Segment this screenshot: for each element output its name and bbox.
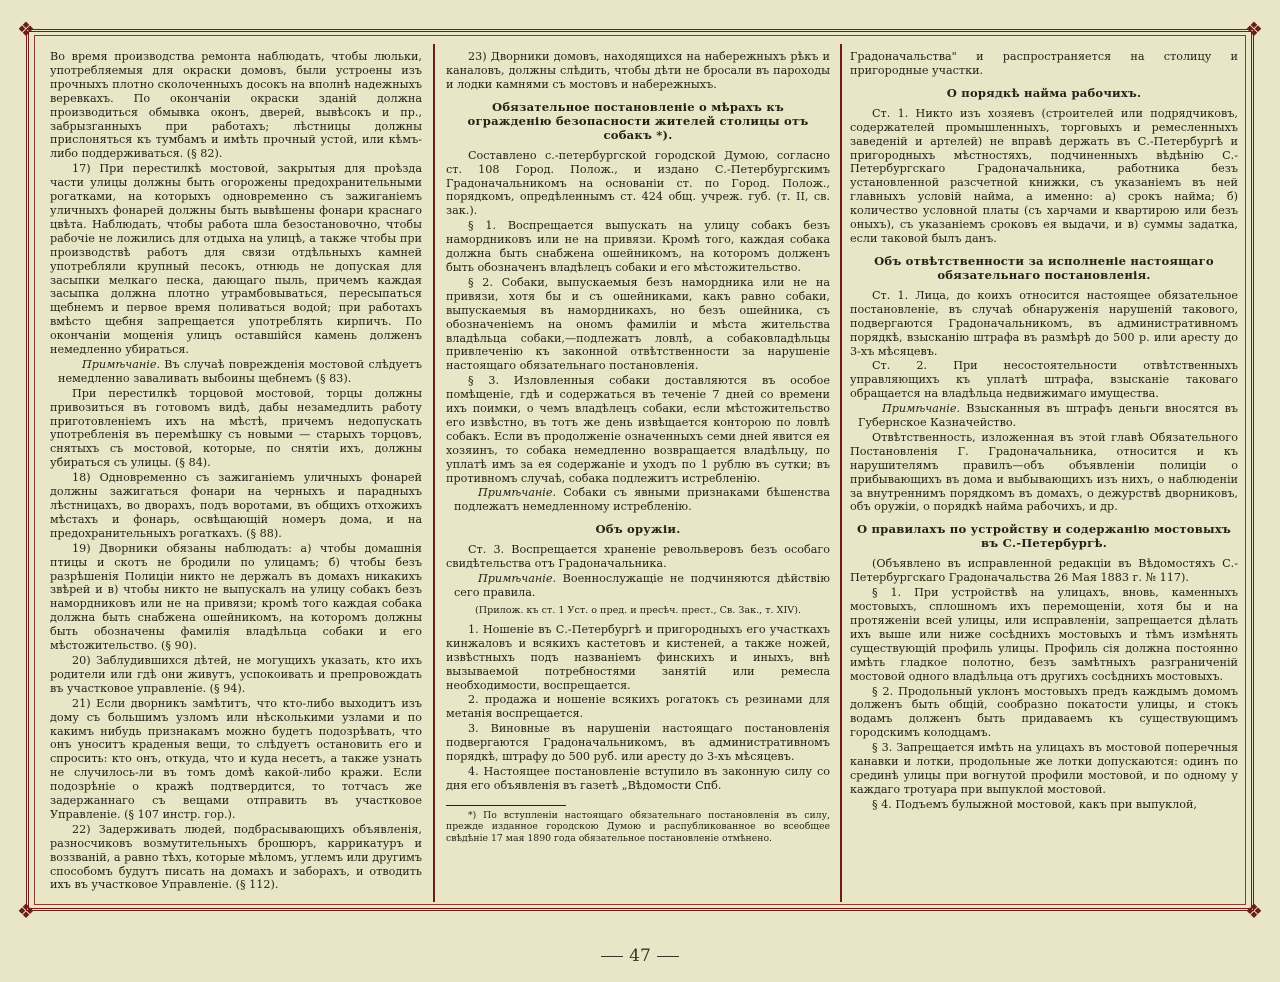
footnote-rule bbox=[446, 805, 566, 806]
text-column-left bbox=[50, 50, 422, 902]
note-text: Въ случаѣ поврежденія мостовой слѣдуетъ немедленно заваливать выбоины щебнемъ (§ 83). bbox=[58, 357, 422, 385]
note-paragraph bbox=[50, 358, 422, 386]
paragraph: 2. продажа и ношеніе всякихъ рогатокъ съ резинами для метанія воспрещается. bbox=[446, 693, 830, 721]
paragraph: Ст. 1. Никто изъ хозяевъ (строителей или подрядчиковъ, содержателей промышленныхъ, торговыхъ и ремесленныхъ заведеній и артелей) не вправѣ держать въ С.-Петербургѣ и пригородныхъ мѣстностяхъ, подчиненныхъ вѣдѣнію С.-Петербургскаго Градоначальника, работника безъ установленной разсчетной книжки, съ указаніемъ въ ней главныхъ условій найма, а именно: а) срокъ найма; б) количество условной платы (съ харчами и квартирою или безъ оныхъ), съ указаніемъ сроковъ ея выдачи, и в) суммы задатка, если таковой былъ данъ. bbox=[850, 106, 1238, 245]
note-paragraph bbox=[850, 402, 1238, 430]
paragraph: 1. Ношеніе въ С.-Петербургѣ и пригородныхъ его участкахъ кинжаловъ и всякихъ кастетовъ и кистеней, а также ножей, извѣстныхъ подъ названіемъ финскихъ и иныхъ, внѣ вызываемой потребностями занятій или ремесла необходимости, воспрещается. bbox=[446, 622, 830, 692]
paragraph: 22) Задерживать людей, подбрасывающихъ объявленія, разносчиковъ возмутительныхъ брошюръ, каррикатуръ и воззваній, а равно тѣхъ, которые мѣломъ, углемъ или другимъ способомъ будутъ писать на домахъ и заборахъ, и отводить ихъ въ участковое Управленіе. (§ 112). bbox=[50, 822, 422, 892]
paragraph: Во время производства ремонта наблюдать, чтобы люльки, употребляемыя для окраски домовъ, были устроены изъ прочныхъ плотно сколоченныхъ досокъ на вполнѣ надежныхъ веревкахъ. По окончаніи окраски зданій должна производиться обмывка оконъ, дверей, вывѣсокъ и пр., забрызганныхъ при работахъ; лѣстницы должны прислоняться къ тумбамъ и имѣть прочный устой, или кѣмъ-либо поддерживаться. (§ 82). bbox=[50, 50, 422, 161]
section-heading: Объ оружіи. bbox=[595, 522, 681, 537]
note-paragraph bbox=[446, 572, 830, 600]
paragraph: Отвѣтственность, изложенная въ этой главѣ Обязательного Постановленія Г. Градоначальника, относится и къ нарушителямъ правилъ—объ объявленіи полиціи о прибывающихъ въ дома и выбывающихъ изъ нихъ, о наблюденіи за внутреннимъ порядкомъ въ домахъ, о дежурствѣ дворниковъ, объ оружіи, о порядкѣ найма рабочихъ, и др. bbox=[850, 430, 1238, 514]
paragraph: § 1. Воспрещается выпускать на улицу собакъ безъ намордниковъ или не на привязи. Кромѣ того, каждая собака должна быть снабжена ошейникомъ, на которомъ долженъ быть обозначенъ владѣлецъ собаки и его мѣстожительство. bbox=[446, 219, 830, 274]
note-text: Военнослужащіе не подчиняются дѣйствію сего правила. bbox=[454, 572, 830, 599]
column-divider bbox=[840, 44, 842, 902]
text-column-right bbox=[850, 50, 1238, 902]
section-heading: Обязательное постановленіе о мѣрахъ къ огражденію безопасности жителей столицы отъ собакъ *). bbox=[467, 99, 809, 142]
note-label: Примѣчаніе. bbox=[82, 357, 161, 371]
paragraph: § 2. Продольный уклонъ мостовыхъ предъ каждымъ домомъ долженъ быть общій, сообразно покатости улицы, и стокъ водамъ долженъ быть придаваемъ къ существующимъ городскимъ колодцамъ. bbox=[850, 684, 1238, 740]
corner-ornament-icon: ❖ bbox=[1245, 899, 1263, 923]
paragraph: 19) Дворники обязаны наблюдать: а) чтобы домашнія птицы и скотъ не бродили по улицамъ; б) чтобы безъ разрѣшенія Полиціи никто не держалъ въ домахъ никакихъ звѣрей и в) чтобы никто не выпускалъ на улицу собакъ безъ намордниковъ или не на привязи; кромѣ того каждая собака должна быть снабжена ошейникомъ, на которомъ должны быть обозначены фамилія владѣльца собаки и его мѣстожительство. (§ 90). bbox=[50, 541, 422, 653]
paragraph: Градоначальства" и распространяется на столицу и пригородные участки. bbox=[850, 50, 1238, 77]
corner-ornament-icon: ❖ bbox=[17, 899, 35, 923]
paragraph: 20) Заблудившихся дѣтей, не могущихъ указать, кто ихъ родители или гдѣ они живутъ, успокоивать и препровождать въ участковое управленіе. (§ 94). bbox=[50, 653, 422, 695]
paragraph: 4. Настоящее постановленіе вступило въ законную силу со дня его объявленія въ газетѣ „Вѣдомости Спб. bbox=[446, 764, 830, 792]
paragraph: Ст. 2. При несостоятельности отвѣтственныхъ управляющихъ къ уплатѣ штрафа, взысканіе таковаго обращается на владѣльца недвижимаго имущества. bbox=[850, 359, 1238, 401]
note-label: Примѣчаніе. bbox=[478, 572, 557, 586]
page-number-text: 47 bbox=[629, 946, 651, 966]
paragraph: 21) Если дворникъ замѣтитъ, что кто-либо выходитъ изъ дому съ большимъ узломъ или нѣсколькими узлами и по какимъ нибудь признакамъ можно будетъ подозрѣвать, что онъ уноситъ краденыя вещи, то слѣдуетъ остановить его и спросить: кто онъ, откуда, что и куда несетъ, а также узнать не случилось-ли въ томъ домѣ какой-либо кражи. Если подозрѣніе о кражѣ подтвердится, то тотчасъ же задержаннаго съ вещами отправить въ участковое Управленіе. (§ 107 инстр. гор.). bbox=[50, 696, 422, 821]
corner-ornament-icon: ❖ bbox=[1245, 17, 1263, 41]
paragraph: Составлено с.-петербургской городской Думою, согласно ст. 108 Город. Полож., и издано С.-Петербургскимъ Градоначальникомъ на основаніи ст. по Город. Полож., порядкомъ, опредѣленнымъ ст. 424 общ. учреж. губ. (т. II, св. зак.). bbox=[446, 148, 830, 218]
section-heading: О порядкѣ найма рабочихъ. bbox=[946, 85, 1142, 100]
note-text: Собаки съ явными признаками бѣшенства подлежатъ немедленному истребленію. bbox=[454, 486, 830, 514]
paragraph: § 4. Подъемъ булыжной мостовой, какъ при выпуклой, bbox=[872, 797, 1197, 811]
paragraph: 18) Одновременно съ зажиганіемъ уличныхъ фонарей должны зажигаться фонари на черныхъ и парадныхъ лѣстницахъ, во дворахъ, подъ воротами, въ общихъ отхожихъ мѣстахъ и фонарь, освѣщающій номеръ дома, и на предохранительныхъ рогаткахъ. (§ 88). bbox=[50, 471, 422, 540]
paragraph: 23) Дворники домовъ, находящихся на набережныхъ рѣкъ и каналовъ, должны слѣдить, чтобы дѣти не бросали въ пароходы и лодки камнями съ мостовъ и набережныхъ. bbox=[446, 50, 830, 91]
paragraph: Ст. 1. Лица, до коихъ относится настоящее обязательное постановленіе, въ случаѣ обнаруженія нарушеній такового, подвергаются Градоначальникомъ, въ административномъ порядкѣ, взысканію штрафа въ размѣрѣ до 500 р. или аресту до 3-хъ мѣсяцевъ. bbox=[850, 288, 1238, 358]
paragraph: (Объявлено въ исправленной редакціи въ Вѣдомостяхъ С.-Петербургскаго Градоначальства 26 Мая 1883 г. № 117). bbox=[850, 557, 1238, 585]
footnote: *) По вступленіи настоящаго обязательнаго постановленія въ силу, прежде изданное городскою Думою и распубликованное во всеобщее свѣдѣніе 17 мая 1890 года обязательное постановленіе отмѣнено. bbox=[446, 809, 830, 844]
note-text: Взысканныя въ штрафъ деньги вносятся въ Губернское Казначейство. bbox=[858, 402, 1238, 430]
text-column-middle bbox=[446, 50, 830, 902]
paragraph: § 2. Собаки, выпускаемыя безъ намордника или не на привязи, хотя бы и съ ошейниками, какъ равно собаки, выпускаемыя въ намордникахъ, но безъ ошейника, съ обозначеніемъ на ономъ фамиліи и мѣста жительства владѣльца собаки,—подлежатъ ловлѣ, а собаковладѣльцы привлеченію къ законной отвѣтственности за нарушеніе настоящаго обязательнаго постановленія. bbox=[446, 275, 830, 373]
note-label: Примѣчаніе. bbox=[882, 402, 961, 416]
paragraph: Ст. 3. Воспрещается храненіе револьверовъ безъ особаго свидѣтельства отъ Градоначальника. bbox=[446, 543, 830, 571]
section-heading: Объ отвѣтственности за исполненіе настоящаго обязательнаго постановленія. bbox=[874, 253, 1214, 282]
source-reference: (Прилож. къ ст. 1 Уст. о пред. и пресѣч. прест., Св. Зак., т. XIV). bbox=[474, 604, 801, 616]
corner-ornament-icon: ❖ bbox=[17, 17, 35, 41]
note-label: Примѣчаніе. bbox=[478, 486, 557, 500]
paragraph: 17) При перестилкѣ мостовой, закрытыя для проѣзда части улицы должны быть огорожены предохранительными рогатками, на которыхъ одновременно съ зажиганіемъ уличныхъ фонарей должны быть вывѣшены фонари краснаго цвѣта. Наблюдать, чтобы работа шла безостановочно, чтобы рабочіе не ложились для отдыха на улицѣ, а также чтобы при производствѣ работъ для связи отдѣльныхъ камней употребляли крупный песокъ, отнюдь не допуская для засыпки мелкаго песка, дающаго пыль, причемъ каждая засыпка должна плотно утрамбовываться, пересыпаться щебнемъ и первое время поливаться водой; при работахъ вмѣсто щебня запрещается употреблять кирпичъ. По окончаніи мощенія улицъ оставшійся камень долженъ немедленно убираться. bbox=[50, 162, 422, 357]
page-number bbox=[0, 946, 1280, 966]
paragraph: При перестилкѣ торцовой мостовой, торцы должны привозиться въ готовомъ видѣ, дабы незамедлить работу приготовленіемъ ихъ на мѣстѣ, причемъ недопускать употребленія въ перемѣшку съ новыми — старыхъ торцовъ, снятыхъ съ мостовой, которые, по снятіи ихъ, должны убираться съ улицы. (§ 84). bbox=[50, 386, 422, 470]
paragraph: 3. Виновные въ нарушеніи настоящаго постановленія подвергаются Градоначальникомъ, въ административномъ порядкѣ, штрафу до 500 руб. или аресту до 3-хъ мѣсяцевъ. bbox=[446, 722, 830, 764]
note-paragraph bbox=[446, 486, 830, 514]
paragraph: § 3. Запрещается имѣть на улицахъ въ мостовой поперечныя канавки и лотки, продольные же лотки допускаются: одинъ по срединѣ улицы при вогнутой профили мостовой, и по одному у каждаго тротуара при выпуклой мостовой. bbox=[850, 741, 1238, 796]
paragraph: § 1. При устройствѣ на улицахъ, вновь, каменныхъ мостовыхъ, сплошномъ ихъ перемощеніи, хотя бы и на протяженіи всей улицы, или исправленіи, запрещается дѣлать ихъ выше или ниже сосѣднихъ мостовыхъ и тѣмъ измѣнять существующій профиль улицы. Профиль сія должна постоянно имѣть гладкое полотно, безъ замѣтныхъ разграниченій мостовой одного владѣльца отъ другихъ сосѣднихъ мостовыхъ. bbox=[850, 586, 1238, 683]
column-divider bbox=[433, 44, 435, 902]
paragraph: § 3. Изловленныя собаки доставляются въ особое помѣщеніе, гдѣ и содержаться въ теченіе 7 дней со времени ихъ поимки, о чемъ владѣлецъ собаки, если мѣстожительство его извѣстно, въ тотъ же день извѣщается конторою по ловлѣ собакъ. Если въ продолженіе означенныхъ семи дней явится ея хозяинъ, то собака немедленно возвращается владѣльцу, по уплатѣ имъ за ея содержаніе и уходъ по 1 рублю въ сутки; въ противномъ случаѣ, собака подлежитъ истребленію. bbox=[446, 374, 830, 485]
section-heading: О правилахъ по устройству и содержанію мостовыхъ въ С.-Петербургѣ. bbox=[856, 522, 1232, 551]
